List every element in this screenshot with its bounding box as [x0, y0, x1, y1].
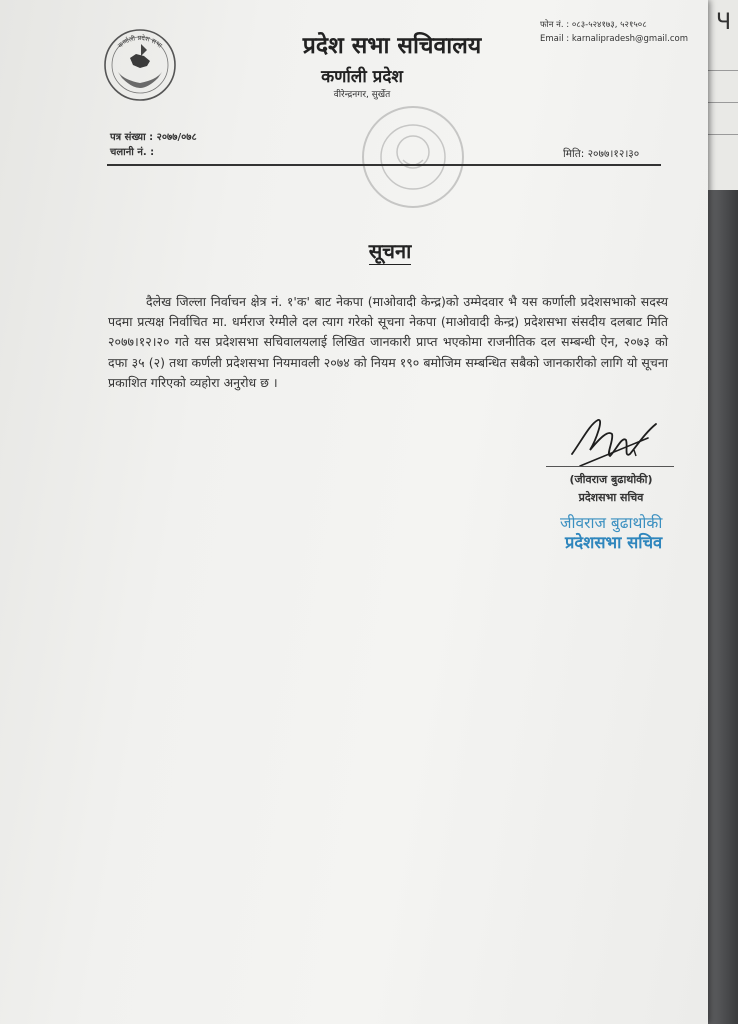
contact-info: [540, 18, 688, 46]
email-address: Email : karnalipradesh@gmail.com: [540, 34, 688, 44]
background-sheet-line: [706, 102, 738, 103]
org-address: वीरेन्द्रनगर, सुर्खेत: [333, 90, 391, 100]
reference-block: [110, 130, 197, 160]
notice-heading: [320, 237, 460, 264]
seal-stamp-title: प्रदेशसभा सचिव: [565, 533, 663, 552]
emblem-logo-icon: [100, 28, 180, 102]
notice-body: दैलेख जिल्ला निर्वाचन क्षेत्र नं. १'क' बाट नेकपा (माओवादी केन्द्र)को उम्मेदवार भै यस कर्णाली प्रदेशसभाको सदस्य पदमा प्रत्यक्ष निर्वाचित मा. धर्मराज रेग्मीले दल त्याग गरेको सूचना नेकपा (माओवादी केन्द्र) प्रदेशसभा संसदीय दलबाट मिति २०७७।१२।२० गते यस प्रदेशसभा सचिवालयलाई लिखित जानकारी प्राप्त भएकोमा राजनीतिक दल सम्बन्धी ऐन, २०७३ को दफा ३५ (२) तथा कर्णली प्रदेशसभा नियमावली २०७४ को नियम १९० बमोजिम सम्बन्धित सबैको जानकारीको लागि यो सूचना प्रकाशित गरिएको व्यहोरा अनुरोध छ ।: [108, 294, 668, 390]
background-sheet-mark: Ч: [716, 10, 732, 35]
notice-heading-text: सूचना: [368, 239, 412, 263]
reference-number: पत्र संख्या : २०७७/०७८: [110, 132, 197, 143]
svg-text:कर्णाली प्रदेश सभा: [116, 34, 164, 50]
background-sheet-line: [706, 70, 738, 71]
org-title: प्रदेश सभा सचिवालय: [302, 33, 482, 59]
signatory-name: (जीवराज बुढाथोकी): [569, 473, 653, 486]
seal-stamp-name: जीवराज बुढाथोकी: [560, 514, 663, 532]
letter-date: मिति: २०७७।१२।३०: [563, 148, 640, 160]
background-sheet-line: [706, 134, 738, 135]
signatory-title: प्रदेशसभा सचिव: [578, 491, 644, 504]
header-divider: [107, 164, 661, 166]
emblem-arc-text: कर्णाली प्रदेश सभा: [116, 33, 164, 50]
signature-line: [546, 466, 674, 467]
dispatch-number: चलानी नं. :: [110, 147, 155, 158]
phone-number: फोन नं. : ०८३-५२४१७३, ५२१५०८: [540, 20, 647, 30]
office-stamp-icon: [358, 102, 468, 212]
org-subtitle: कर्णाली प्रदेश: [321, 67, 403, 87]
